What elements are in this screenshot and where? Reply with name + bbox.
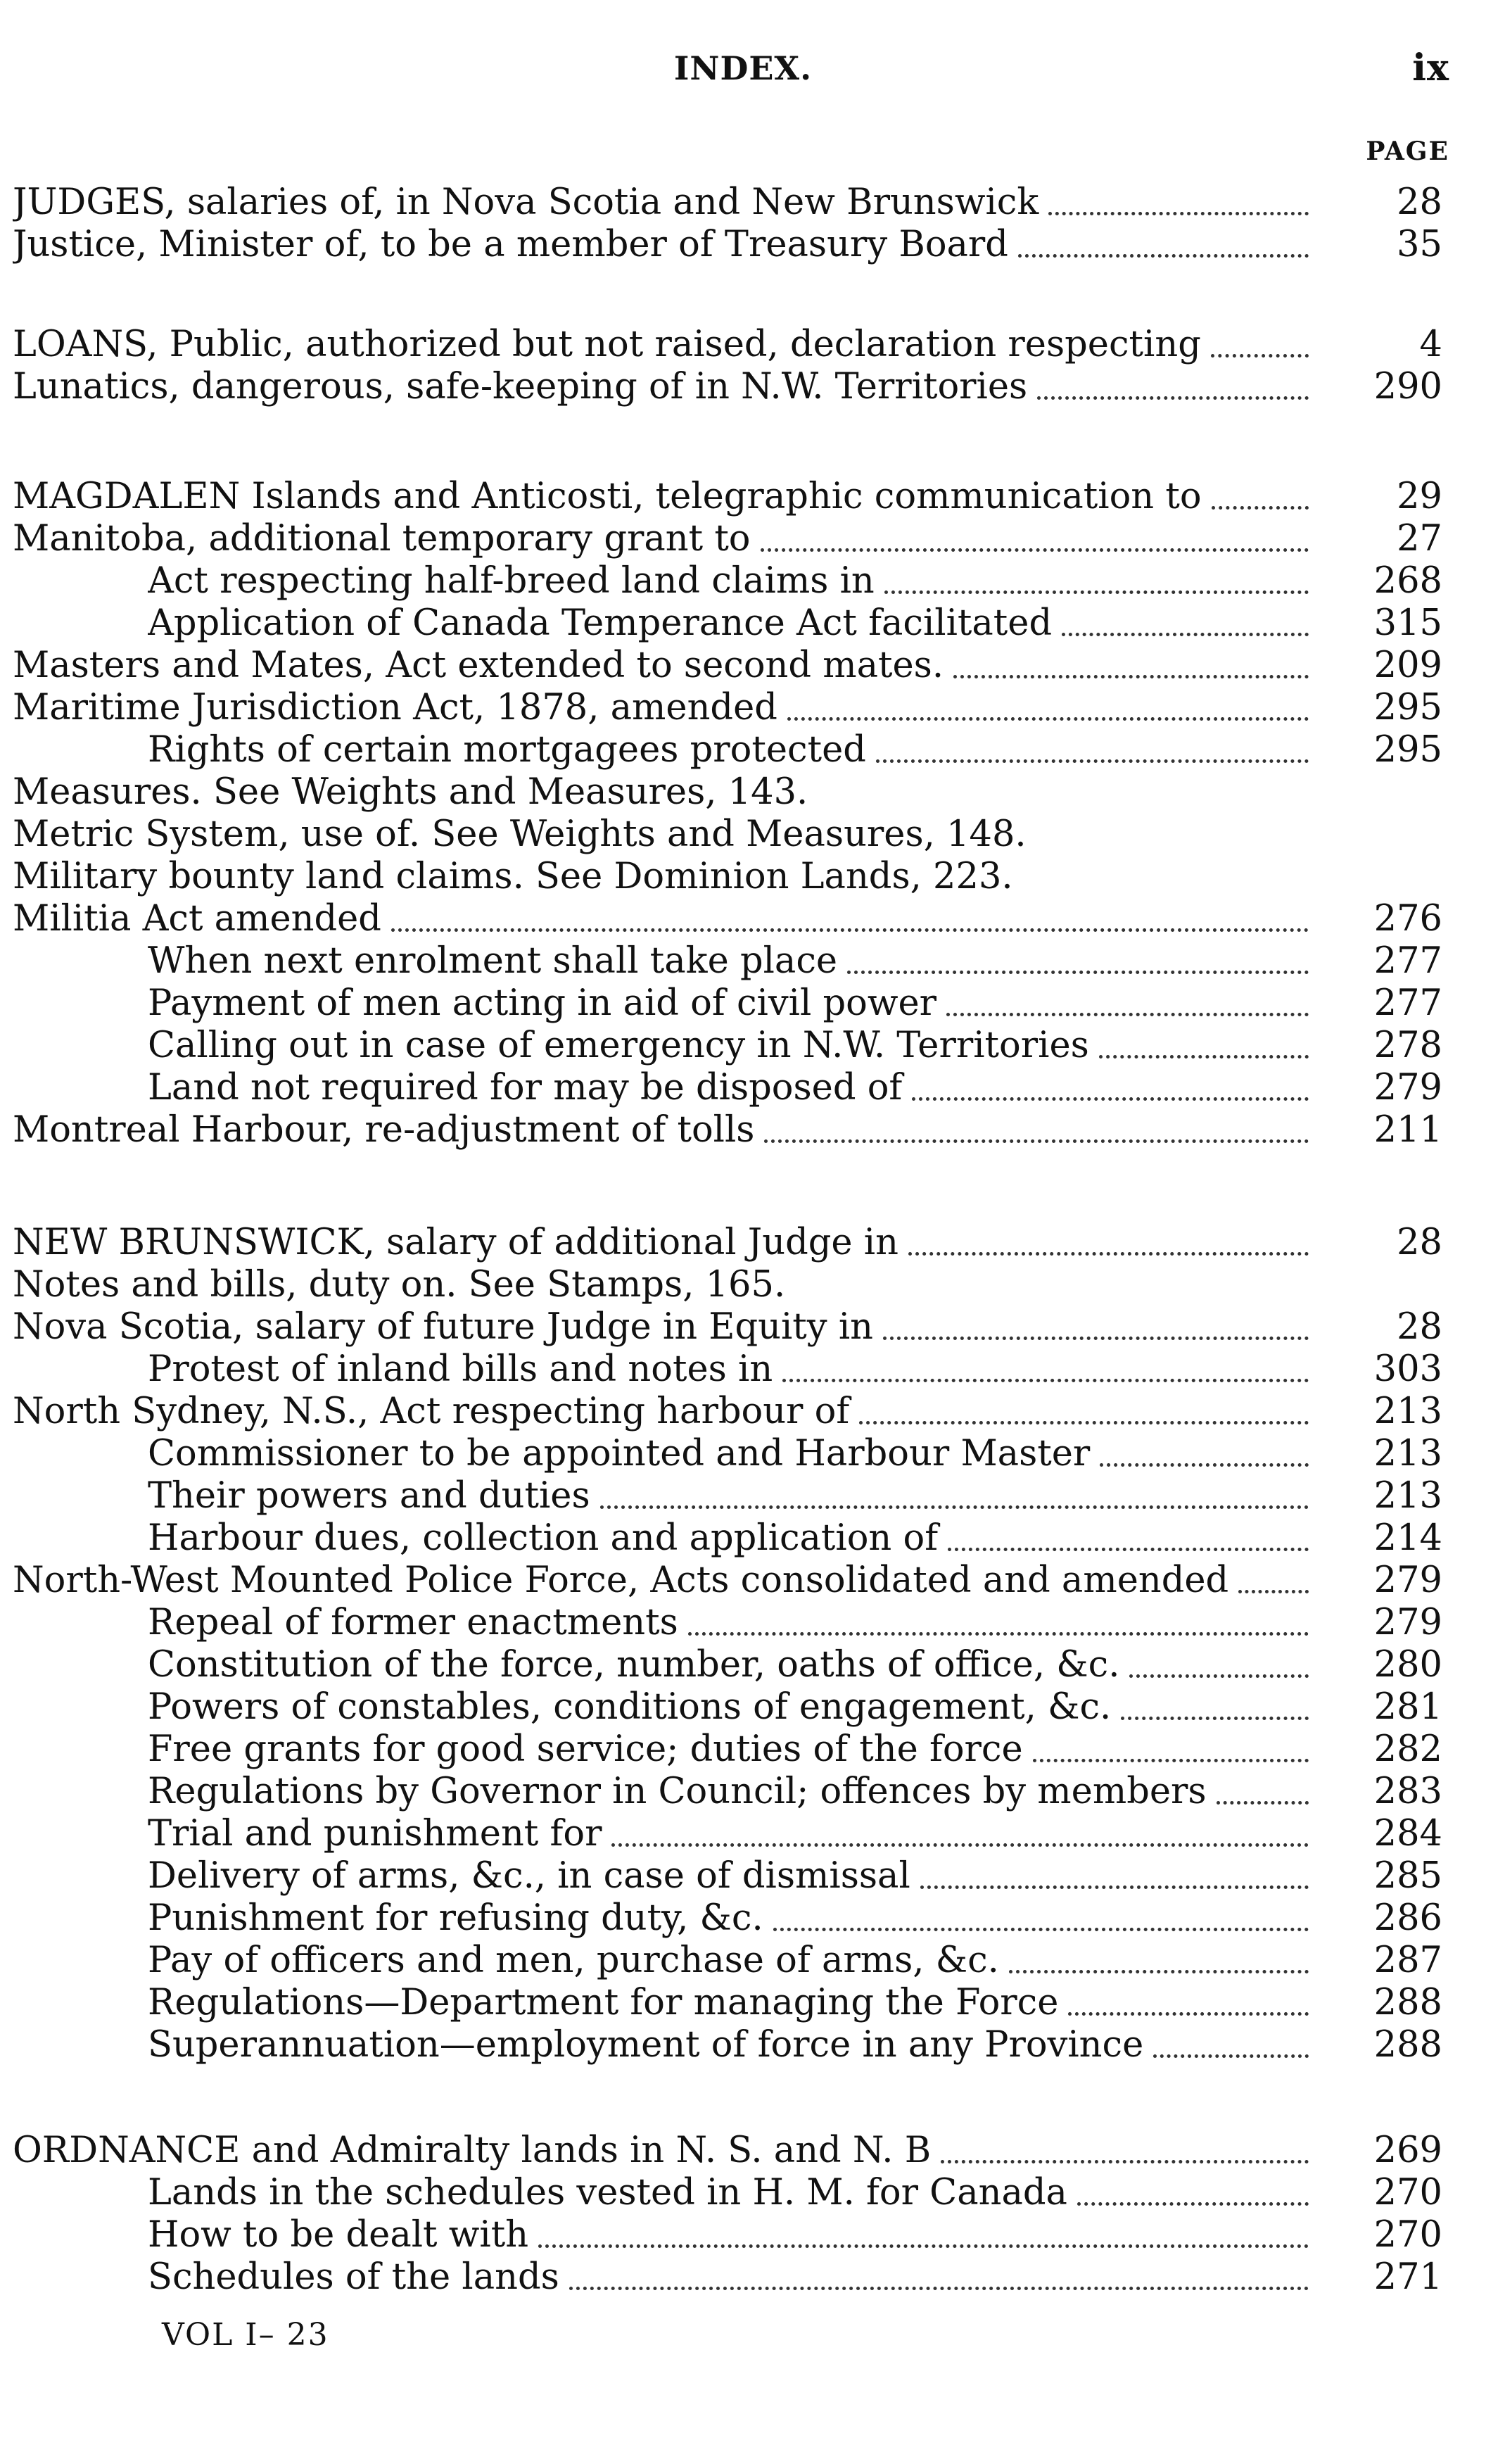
entry-text: Schedules of the lands xyxy=(148,2256,559,2298)
entry-page-number: 28 xyxy=(1397,1306,1442,1348)
dot-leader xyxy=(569,2287,1309,2290)
index-entry xyxy=(13,476,1309,518)
entry-text: Trial and punishment for xyxy=(148,1813,602,1855)
dot-leader xyxy=(912,1097,1309,1101)
entry-page-number: 214 xyxy=(1373,1517,1442,1559)
index-entry xyxy=(148,602,1309,645)
index-entry xyxy=(13,1306,1309,1348)
index-entry xyxy=(13,814,1309,856)
index-entry xyxy=(148,2172,1309,2214)
entry-page-number: 276 xyxy=(1373,898,1442,940)
index-entry xyxy=(148,983,1309,1025)
index-entry xyxy=(13,1391,1309,1433)
entry-page-number: 277 xyxy=(1373,940,1442,982)
index-entry xyxy=(148,1067,1309,1109)
index-entry xyxy=(148,940,1309,983)
dot-leader xyxy=(1037,396,1309,400)
entry-text: Masters and Mates, Act extended to second mates. xyxy=(13,645,944,686)
entry-page-number: 281 xyxy=(1373,1686,1442,1728)
index-entry xyxy=(13,182,1309,224)
index-entry xyxy=(13,224,1309,266)
index-entry xyxy=(148,1602,1309,1644)
dot-leader xyxy=(1211,354,1309,358)
index-entry xyxy=(148,1855,1309,1897)
entry-text: North Sydney, N.S., Act respecting harbour of xyxy=(13,1391,850,1432)
entry-text: Repeal of former enactments xyxy=(148,1602,678,1643)
index-entry xyxy=(148,1686,1309,1729)
dot-leader xyxy=(764,1139,1309,1143)
entry-page-number: 28 xyxy=(1397,182,1442,223)
dot-leader xyxy=(847,971,1309,974)
entry-text: Justice, Minister of, to be a member of Treasury Board xyxy=(13,224,1008,265)
dot-leader xyxy=(859,1421,1309,1424)
dot-leader xyxy=(1077,2202,1309,2206)
index-entry xyxy=(148,2256,1309,2299)
entry-text: Powers of constables, conditions of engagement, &c. xyxy=(148,1686,1112,1728)
index-entry xyxy=(13,1222,1309,1264)
index-entry xyxy=(13,687,1309,729)
entry-page-number: 213 xyxy=(1373,1475,1442,1517)
entry-page-number: 209 xyxy=(1373,645,1442,686)
dot-leader xyxy=(1129,1674,1309,1678)
dot-leader xyxy=(611,1843,1309,1847)
entry-text: Regulations by Governor in Council; offences by members xyxy=(148,1771,1207,1812)
entry-text: Payment of men acting in aid of civil power xyxy=(148,983,937,1024)
dot-leader xyxy=(946,1013,1309,1016)
entry-page-number: 285 xyxy=(1373,1855,1442,1897)
entry-text: Land not required for may be disposed of xyxy=(148,1067,903,1108)
dot-leader xyxy=(953,675,1309,678)
index-entry xyxy=(13,324,1309,366)
entry-text: Nova Scotia, salary of future Judge in Equity in xyxy=(13,1306,873,1348)
index-entry xyxy=(13,1264,1309,1306)
entry-text: Military bounty land claims. See Dominion Lands, 223. xyxy=(13,856,1013,897)
entry-text: When next enrolment shall take place xyxy=(148,940,838,982)
dot-leader xyxy=(1153,2054,1309,2058)
entry-text: Lands in the schedules vested in H. M. for Canada xyxy=(148,2172,1067,2213)
page-number: ix xyxy=(1412,46,1449,89)
entry-text: Commissioner to be appointed and Harbour Master xyxy=(148,1433,1091,1474)
entry-page-number: 270 xyxy=(1373,2214,1442,2256)
index-entry xyxy=(148,1729,1309,1771)
entry-page-number: 279 xyxy=(1373,1560,1442,1601)
index-entry xyxy=(13,1109,1309,1151)
entry-page-number: 295 xyxy=(1373,729,1442,771)
entry-page-number: 284 xyxy=(1373,1813,1442,1855)
entry-text: Regulations—Department for managing the Force xyxy=(148,1982,1059,2023)
entry-text: Calling out in case of emergency in N.W. Territories xyxy=(148,1025,1089,1066)
index-entry xyxy=(148,1813,1309,1855)
entry-text: Act respecting half-breed land claims in xyxy=(148,560,875,602)
entry-page-number: 271 xyxy=(1373,2256,1442,2298)
entry-text: Free grants for good service; duties of the force xyxy=(148,1729,1023,1770)
dot-leader xyxy=(1099,1055,1309,1059)
entry-text: Superannuation—employment of force in any Province xyxy=(148,2024,1144,2066)
index-entry xyxy=(148,729,1309,771)
entry-page-number: 35 xyxy=(1397,224,1442,265)
entry-text: Metric System, use of. See Weights and Measures, 148. xyxy=(13,814,1027,855)
entry-page-number: 268 xyxy=(1373,560,1442,602)
dot-leader xyxy=(538,2244,1309,2248)
entry-page-number: 287 xyxy=(1373,1940,1442,1981)
entry-text: Punishment for refusing duty, &c. xyxy=(148,1897,763,1939)
dot-leader xyxy=(1048,212,1309,215)
dot-leader xyxy=(1033,1759,1309,1762)
entry-text: Protest of inland bills and notes in xyxy=(148,1348,773,1390)
dot-leader xyxy=(787,717,1309,721)
index-entry xyxy=(13,518,1309,560)
entry-text: Constitution of the force, number, oaths of office, &c. xyxy=(148,1644,1120,1686)
dot-leader xyxy=(948,1548,1309,1551)
entry-page-number: 4 xyxy=(1419,324,1442,365)
entry-page-number: 279 xyxy=(1373,1602,1442,1643)
entry-text: Harbour dues, collection and application of xyxy=(148,1517,939,1559)
dot-leader xyxy=(1212,506,1309,510)
index-entry xyxy=(13,771,1309,814)
entry-text: Montreal Harbour, re-adjustment of tolls xyxy=(13,1109,755,1151)
dot-leader xyxy=(688,1632,1309,1636)
dot-leader xyxy=(1217,1801,1309,1805)
entry-page-number: 282 xyxy=(1373,1729,1442,1770)
index-entry xyxy=(148,1517,1309,1560)
entry-text: LOANS, Public, authorized but not raised, declaration respecting xyxy=(13,324,1201,365)
entry-text: NEW BRUNSWICK, salary of additional Judge in xyxy=(13,1222,898,1263)
entry-page-number: 288 xyxy=(1373,2024,1442,2066)
entry-text: How to be dealt with xyxy=(148,2214,529,2256)
dot-leader xyxy=(883,1337,1309,1340)
page-title: INDEX. xyxy=(673,49,813,87)
entry-text: MAGDALEN Islands and Anticosti, telegraphic communication to xyxy=(13,476,1202,517)
entry-page-number: 288 xyxy=(1373,1982,1442,2023)
entry-page-number: 283 xyxy=(1373,1771,1442,1812)
index-entry xyxy=(13,2130,1309,2172)
dot-leader xyxy=(1018,254,1309,258)
entry-page-number: 286 xyxy=(1373,1897,1442,1939)
entry-page-number: 270 xyxy=(1373,2172,1442,2213)
dot-leader xyxy=(941,2160,1309,2163)
entry-page-number: 303 xyxy=(1373,1348,1442,1390)
signature-mark: VOL I– 23 xyxy=(162,2317,329,2353)
dot-leader xyxy=(1009,1970,1309,1973)
dot-leader xyxy=(920,1885,1309,1889)
dot-leader xyxy=(773,1928,1309,1931)
entry-page-number: 213 xyxy=(1373,1391,1442,1432)
entry-text: Rights of certain mortgagees protected xyxy=(148,729,866,771)
entry-text: Notes and bills, duty on. See Stamps, 165. xyxy=(13,1264,786,1306)
entry-page-number: 29 xyxy=(1397,476,1442,517)
entry-page-number: 280 xyxy=(1373,1644,1442,1686)
dot-leader xyxy=(1100,1463,1309,1467)
dot-leader xyxy=(1121,1717,1309,1720)
entry-text: North-West Mounted Police Force, Acts consolidated and amended xyxy=(13,1560,1229,1601)
dot-leader xyxy=(391,928,1309,932)
dot-leader xyxy=(1068,2012,1309,2016)
index-entry xyxy=(148,2214,1309,2256)
entry-page-number: 211 xyxy=(1373,1109,1442,1151)
entry-text: Lunatics, dangerous, safe-keeping of in N.W. Territories xyxy=(13,366,1028,407)
dot-leader xyxy=(876,759,1309,763)
entry-text: Maritime Jurisdiction Act, 1878, amended xyxy=(13,687,777,728)
entry-page-number: 28 xyxy=(1397,1222,1442,1263)
index-entry xyxy=(148,1940,1309,1982)
entry-page-number: 277 xyxy=(1373,983,1442,1024)
index-entry xyxy=(148,1644,1309,1686)
entry-text: Delivery of arms, &c., in case of dismissal xyxy=(148,1855,910,1897)
index-entry xyxy=(13,645,1309,687)
page-column-label: PAGE xyxy=(1366,137,1449,166)
entry-page-number: 278 xyxy=(1373,1025,1442,1066)
entry-page-number: 295 xyxy=(1373,687,1442,728)
index-entry xyxy=(13,856,1309,898)
dot-leader xyxy=(782,1379,1309,1382)
entry-text: Measures. See Weights and Measures, 143. xyxy=(13,771,808,813)
index-entry xyxy=(148,1897,1309,1940)
entry-page-number: 27 xyxy=(1397,518,1442,560)
entry-page-number: 290 xyxy=(1373,366,1442,407)
dot-leader xyxy=(1238,1590,1309,1593)
index-entry xyxy=(148,1433,1309,1475)
dot-leader xyxy=(884,590,1309,594)
entry-text: Pay of officers and men, purchase of arms, &c. xyxy=(148,1940,999,1981)
entry-text: ORDNANCE and Admiralty lands in N. S. and N. B xyxy=(13,2130,932,2171)
dot-leader xyxy=(1062,633,1309,636)
entry-text: Manitoba, additional temporary grant to xyxy=(13,518,751,560)
index-entry xyxy=(148,560,1309,602)
entry-text: JUDGES, salaries of, in Nova Scotia and New Brunswick xyxy=(13,182,1039,223)
index-entry xyxy=(148,1348,1309,1391)
index-entry xyxy=(13,366,1309,408)
entry-page-number: 315 xyxy=(1373,602,1442,644)
index-entry xyxy=(148,2024,1309,2066)
entry-text: Application of Canada Temperance Act facilitated xyxy=(148,602,1053,644)
index-entry xyxy=(148,1475,1309,1517)
dot-leader xyxy=(908,1252,1309,1256)
entry-text: Militia Act amended xyxy=(13,898,381,940)
index-entry xyxy=(13,1560,1309,1602)
entry-page-number: 269 xyxy=(1373,2130,1442,2171)
entry-page-number: 279 xyxy=(1373,1067,1442,1108)
index-entry xyxy=(148,1982,1309,2024)
dot-leader xyxy=(600,1505,1309,1509)
dot-leader xyxy=(761,548,1309,552)
entry-page-number: 213 xyxy=(1373,1433,1442,1474)
entry-text: Their powers and duties xyxy=(148,1475,590,1517)
index-entry xyxy=(13,898,1309,940)
index-entry xyxy=(148,1025,1309,1067)
index-entry xyxy=(148,1771,1309,1813)
